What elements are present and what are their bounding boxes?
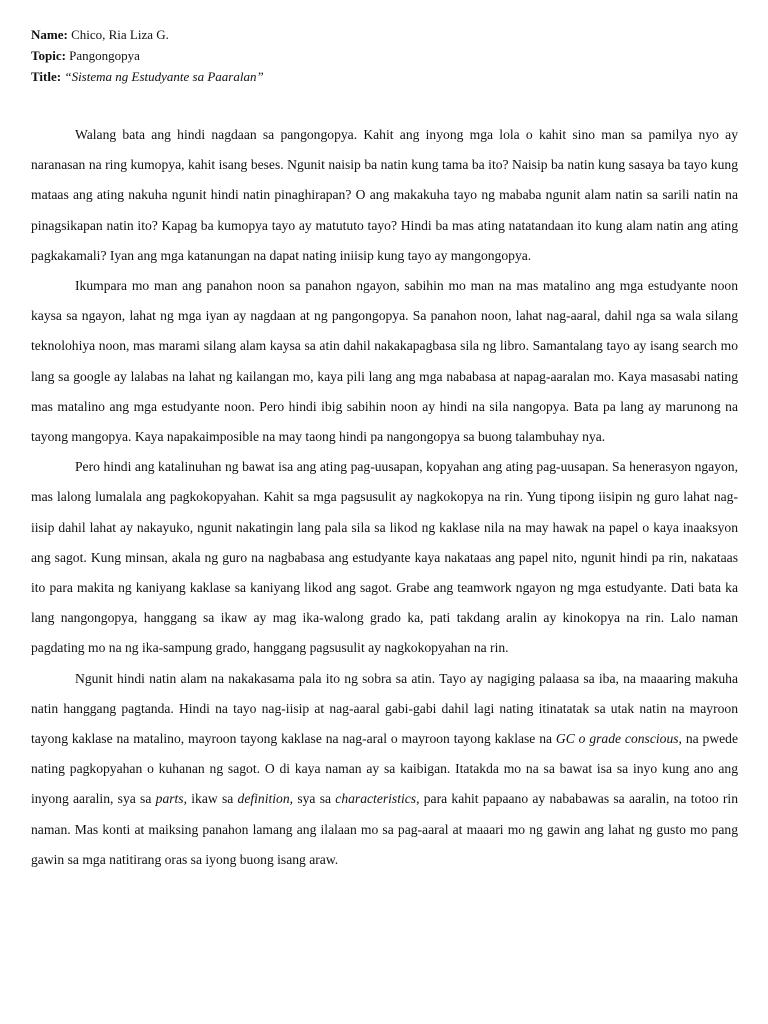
definition-term: definition, <box>237 791 294 807</box>
paragraph-4-text-b: na pwede nating pagkopyahan o kuhanan ng sagot. O di kaya naman ay sa kaibigan. Itatakda mo na sa bawat isa sa inyo kung ano ang inyong aaralin, sya sa <box>31 731 739 807</box>
document-header <box>31 24 731 87</box>
paragraph-4 <box>31 664 738 875</box>
paragraph-4-text-e: , para kahit papaano ay nababawas sa aaralin, na totoo rin naman. Mas konti at maiksing panahon lamang ang ilalaan mo sa pag-aaral at maaari mo ng gawin ang lahat ng gusto mo pang gawin sa mga natitirang oras sa iyong buong isang araw. <box>31 791 739 867</box>
title-label: Title: <box>31 69 62 84</box>
name-value: Chico, Ria Liza G. <box>71 27 169 42</box>
paragraph-3: Pero hindi ang katalinuhan ng bawat isa ang ating pag-uusapan, kopyahan ang ating pag-uusapan. Sa henerasyon ngayon, mas lalong lumalala ang pagkokopyahan. Kahit sa mga pagsusulit ay nagkokopya na rin. Yung tipong iisipin ng guro lahat nag-iisip dahil lahat ay nakayuko, ngunit nakatingin lang pala sila sa likod ng kaklase nila na may hawak na papel o kaya inaaksyon ang sagot. Kung minsan, akala ng guro na nagbabasa ang estudyante kaya nakataas ang papel nito, ngunit hindi pa rin, nakataas ito para makita ng kaniyang kaklase sa kaniyang likod ang sagot. Grabe ang teamwork ngayon ng mga estudyante. Dati bata ka lang nangongopya, hanggang sa ikaw ay mag ika-walong grado ka, pati takdang aralin ay kinokopya na rin. Lalo naman pagdating mo na ng ika-sampung grado, hanggang pagsusulit ay nagkokopyahan na rin. <box>31 459 738 656</box>
paragraph-1: Walang bata ang hindi nagdaan sa pangongopya. Kahit ang inyong mga lola o kahit sino man sa pamilya nyo ay naranasan na ring kumopya, kahit isang beses. Ngunit naisip ba natin kung tama ba ito? Naisip ba natin kung sasaya ba tayo kung mataas ang ating nakuha ngunit hindi natin pinaghirapan? O ang makakuha tayo ng mababa ngunit alam natin sa sarili natin na pinagsikapan natin ito? Kapag ba kumopya tayo ay matututo tayo? Hindi ba mas ating natatandaan ito kung alam natin ang ating pagkakamali? Iyan ang mga katanungan na dapat nating iniisip kung tayo ay mangongopya. <box>31 127 738 263</box>
gc-term: GC o grade conscious, <box>555 731 682 747</box>
topic-line <box>31 45 731 66</box>
paragraph-4-text-c: ikaw sa <box>187 791 238 807</box>
topic-label: Topic: <box>31 48 66 63</box>
parts-term: parts, <box>155 791 187 807</box>
characteristics-term: characteristics <box>335 791 417 807</box>
name-label: Name: <box>31 27 68 42</box>
title-line <box>31 66 731 87</box>
name-line <box>31 24 731 45</box>
paragraph-4-text-a: Ngunit hindi natin alam na nakakasama pala ito ng sobra sa atin. Tayo ay nagiging palaasa sa iba, na maaaring makuha natin hanggang pagtanda. Hindi na tayo nag-iisip at nag-aaral gabi-gabi dahil lagi nating itinatatak sa utak natin na mayroon tayong kaklase na matalino, mayroon tayong kaklase na nag-aral o mayroon tayong kaklase na <box>31 670 738 747</box>
essay-body <box>31 120 738 875</box>
paragraph-2: Ikumpara mo man ang panahon noon sa panahon ngayon, sabihin mo man na mas matalino ang mga estudyante noon kaysa sa ngayon, lahat ng mga iyan ay nagdaan at ng pangongopya. Sa panahon noon, lahat nag-aaral, dahil nga sa wala silang teknolohiya noon, mas marami silang alam kaysa sa atin dahil nakakapagbasa sila ng libro. Samantalang tayo ay isang search mo lang sa google ay lalabas na lahat ng kailangan mo, kaya pili lang ang mga nababasa at napag-aaralan mo. Kaya masasabi nating mas matalino ang mga estudyante noon. Pero hindi ibig sabihin noon ay hindi na sila nangopya. Bata pa lang ay marunong na tayong mangopya. Kaya napakaimposible na may taong hindi pa nangongopya sa buong talambuhay nya. <box>31 278 738 445</box>
title-value: “Sistema ng Estudyante sa Paaralan” <box>64 69 264 84</box>
paragraph-4-text-d: sya sa <box>293 791 336 807</box>
topic-value: Pangongopya <box>69 48 140 63</box>
